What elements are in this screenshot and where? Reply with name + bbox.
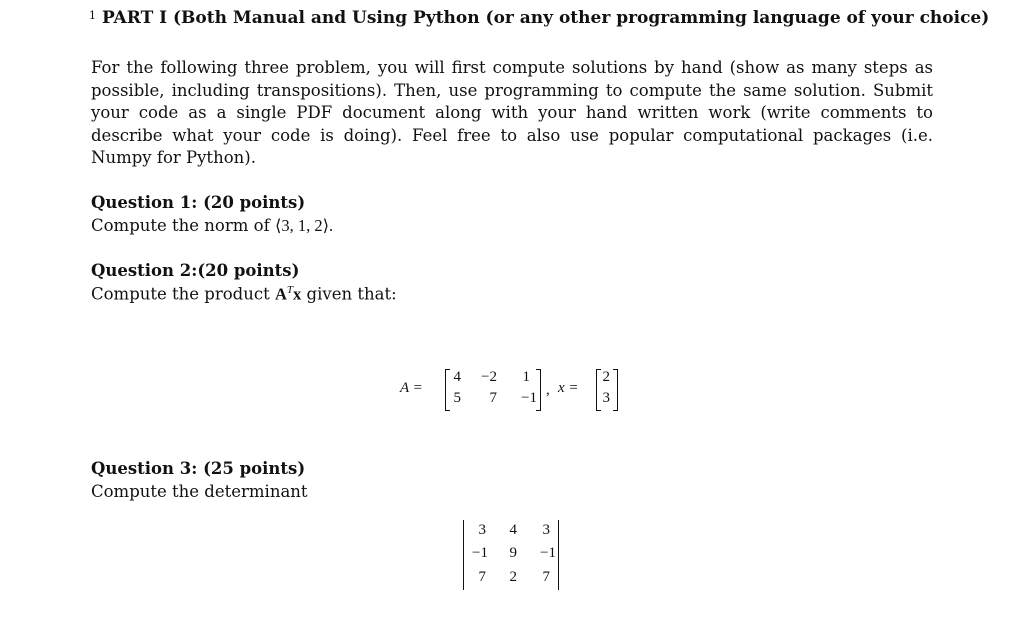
matrix-symbol-A: A — [275, 284, 287, 304]
matrix-A-cell: 5 — [453, 390, 461, 406]
determinant-cell: 9 — [509, 545, 517, 561]
question-1-prompt-text: Compute the norm of — [91, 216, 270, 235]
determinant-cell: 4 — [509, 522, 517, 538]
question-2-prompt-text: Compute the product — [91, 284, 270, 304]
question-2-prompt-tail: given that: — [306, 284, 397, 304]
matrix-A-cell: 1 — [522, 369, 530, 385]
matrix-A-cell: 7 — [489, 390, 497, 406]
question-1-vector: ⟨3, 1, 2⟩. — [274, 216, 334, 235]
equation-separator: , — [546, 382, 550, 398]
determinant-cell: −1 — [472, 545, 488, 561]
transpose-symbol: T — [286, 284, 294, 296]
matrix-A-cell: −2 — [481, 369, 497, 385]
vector-x-cell: 3 — [602, 390, 610, 406]
equation-x-label: x = — [558, 380, 579, 396]
determinant-cell: 3 — [542, 522, 550, 538]
question-1-heading: Question 1: (20 points) — [91, 193, 306, 212]
equation-A-label: A = — [400, 380, 423, 396]
footnote-marker: 1 — [89, 9, 96, 22]
determinant-cell: 7 — [478, 569, 486, 585]
vector-symbol-x: x — [293, 284, 302, 304]
part-title-text: PART I (Both Manual and Using Python (or any other programming language of your choice) — [102, 8, 990, 28]
instructions-paragraph: For the following three problem, you will first compute solutions by hand (show as many steps as possible, including transpositions). Then, use programming to compute the same solution. Submit your code as a single PDF document along with your hand written work (write comments to describe what your code is doing). Feel free to also use popular computational packages (i.e. Numpy for Python). — [91, 58, 933, 168]
question-3-heading: Question 3: (25 points) — [91, 459, 306, 478]
determinant-cell: 2 — [509, 569, 517, 585]
matrix-A-cell: −1 — [521, 390, 537, 406]
determinant-right-bar — [558, 520, 559, 590]
determinant-cell: 3 — [478, 522, 486, 538]
determinant-cell: −1 — [540, 545, 556, 561]
matrix-A-cell: 4 — [453, 369, 461, 385]
question-3-prompt: Compute the determinant — [91, 482, 308, 501]
question-2-heading: Question 2:(20 points) — [91, 261, 300, 280]
vector-x-cell: 2 — [602, 369, 610, 385]
determinant-cell: 7 — [542, 569, 550, 585]
